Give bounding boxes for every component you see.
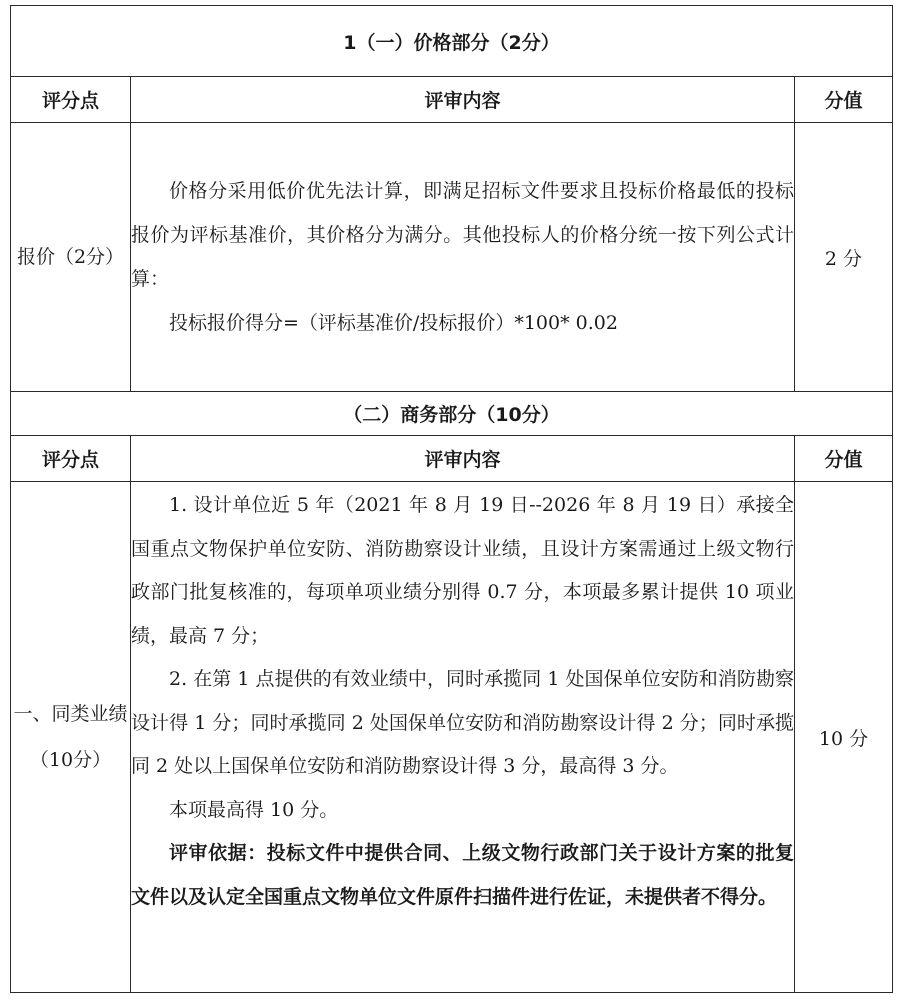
header-review-content: 评审内容: [131, 77, 795, 123]
header-score: 分值: [795, 77, 893, 123]
performance-content: [131, 482, 795, 993]
performance-max: 本项最高得 10 分。: [169, 798, 339, 821]
header-score: 分值: [795, 436, 893, 482]
section1-title: 1（一）价格部分（2分）: [11, 6, 893, 77]
section1-title-row: [11, 6, 893, 77]
header-scoring-point: 评分点: [11, 436, 131, 482]
price-score: 2 分: [795, 123, 893, 392]
section2-header-row: [11, 436, 893, 482]
performance-score: 10 分: [795, 482, 893, 993]
section2-title: （二）商务部分（10分）: [11, 392, 893, 436]
price-label: 报价（2分）: [11, 123, 131, 392]
table-row: [11, 482, 893, 993]
performance-item-2: 2. 在第 1 点提供的有效业绩中，同时承揽同 1 处国保单位安防和消防勘察设计得 1 分；同时承揽同 2 处国保单位安防和消防勘察设计得 2 分；同时承揽同 2 处以上国保单位安防和消防勘察设计得 3 分，最高得 3 分。: [131, 668, 794, 777]
header-scoring-point: 评分点: [11, 77, 131, 123]
price-formula: 投标报价得分=（评标基准价/投标报价）*100* 0.02: [169, 312, 618, 334]
performance-label: 一、同类业绩（10分）: [11, 482, 131, 993]
scoring-table: [10, 5, 893, 993]
table-row: [11, 123, 893, 392]
section1-header-row: [11, 77, 893, 123]
header-review-content: 评审内容: [131, 436, 795, 482]
performance-item-1: 1. 设计单位近 5 年（2021 年 8 月 19 日--2026 年 8 月 19 日）承接全国重点文物保护单位安防、消防勘察设计业绩，且设计方案需通过上级文物行政部门批复核准的，每项单项业绩分别得 0.7 分，本项最多累计提供 10 项业绩，最高 7 分；: [131, 494, 794, 647]
section2-title-row: [11, 392, 893, 436]
price-paragraph-1: 价格分采用低价优先法计算，即满足招标文件要求且投标价格最低的投标报价为评标基准价，其价格分为满分。其他投标人的价格分统一按下列公式计算：: [131, 180, 794, 290]
review-basis: 评审依据：投标文件中提供合同、上级文物行政部门关于设计方案的批复文件以及认定全国重点文物单位文件原件扫描件进行佐证，未提供者不得分。: [131, 842, 794, 908]
price-content: [131, 123, 795, 392]
